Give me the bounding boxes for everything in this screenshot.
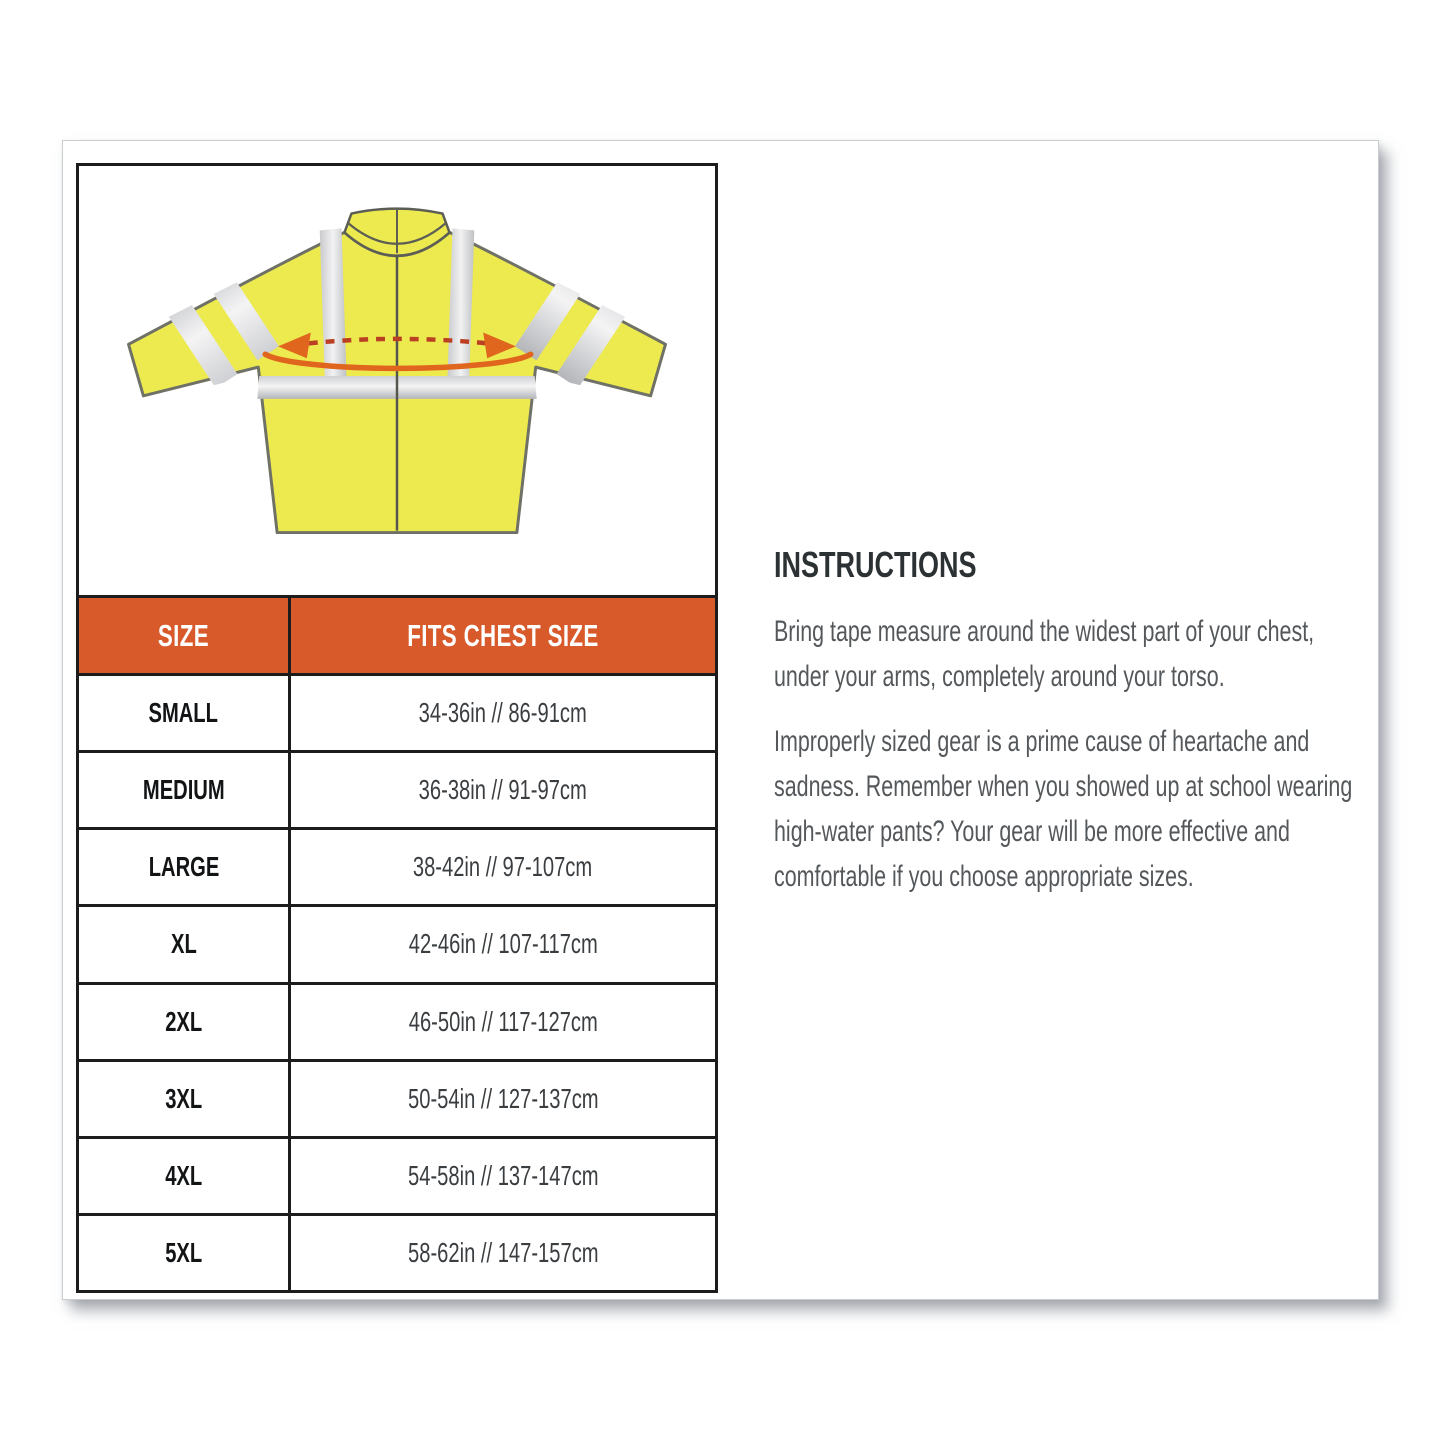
table-row — [79, 827, 715, 904]
chest-header-label: FITS CHEST SIZE — [407, 617, 599, 653]
size-header-label: SIZE — [157, 617, 210, 653]
table-row — [79, 1136, 715, 1213]
chest-size-cell: 36-38in // 91-97cm — [418, 774, 588, 806]
instructions-title: INSTRUCTIONS — [774, 544, 977, 585]
size-cell: SMALL — [79, 676, 291, 750]
table-row — [79, 673, 715, 750]
instructions-paragraph-2: Improperly sized gear is a prime cause of heartache and sadness. Remember when you showed up at school wearing high-water pants? Your gear will be more effective and comfortable if you choose appropriate sizes. — [774, 725, 1353, 893]
size-cell: 2XL — [79, 985, 291, 1059]
size-table-box — [76, 163, 718, 1293]
size-cell: 5XL — [79, 1216, 291, 1290]
table-header-row — [79, 595, 715, 673]
size-cell: MEDIUM — [79, 753, 291, 827]
table-row — [79, 750, 715, 827]
size-cell: LARGE — [79, 830, 291, 904]
size-header-cell — [79, 598, 291, 673]
chest-size-cell: 50-54in // 127-137cm — [407, 1082, 599, 1114]
chest-size-cell: 58-62in // 147-157cm — [407, 1236, 599, 1268]
table-row — [79, 982, 715, 1059]
table-row — [79, 1213, 715, 1290]
chest-size-cell: 46-50in // 117-127cm — [408, 1005, 598, 1037]
chest-size-cell: 34-36in // 86-91cm — [418, 697, 588, 729]
size-cell: 4XL — [79, 1139, 291, 1213]
chest-size-cell: 42-46in // 107-117cm — [408, 928, 598, 960]
instructions-section — [774, 544, 1394, 919]
chest-size-cell: 38-42in // 97-107cm — [413, 851, 593, 883]
sizing-chart-card — [62, 140, 1379, 1300]
chest-size-cell: 54-58in // 137-147cm — [407, 1159, 599, 1191]
table-row — [79, 904, 715, 981]
jacket-illustration — [79, 166, 715, 595]
table-row — [79, 1059, 715, 1136]
hi-vis-jacket-icon — [79, 166, 715, 595]
instructions-paragraph-1: Bring tape measure around the widest part of your chest, under your arms, completely around your torso. — [774, 615, 1315, 693]
size-cell: XL — [79, 907, 291, 981]
size-cell: 3XL — [79, 1062, 291, 1136]
chest-header-cell — [291, 598, 715, 673]
